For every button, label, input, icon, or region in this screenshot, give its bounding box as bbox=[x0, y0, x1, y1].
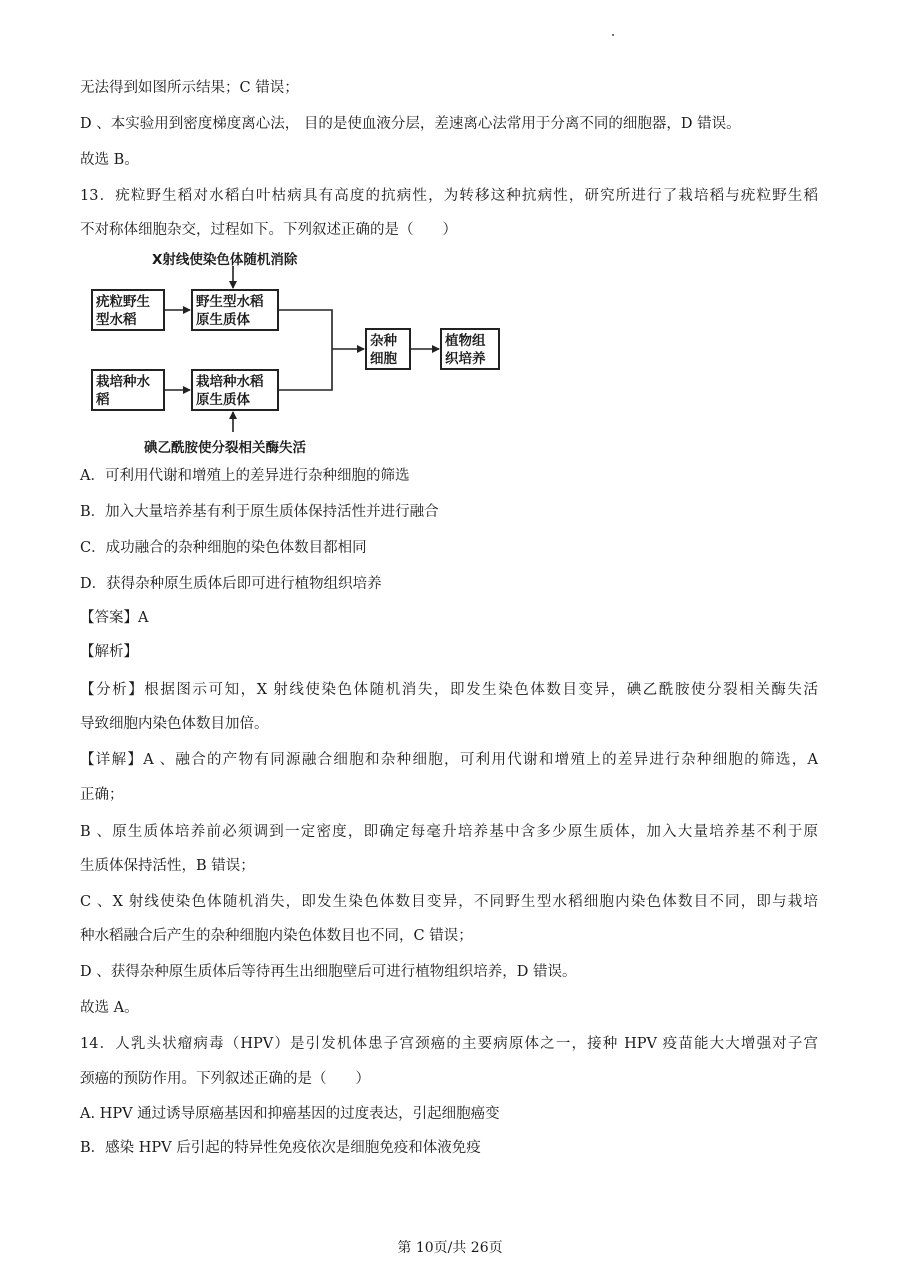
detail-line: C 、X 射线使染色体随机消失，即发生染色体数目变异，不同野生型水稻细胞内染色体数目不同，即与栽培 bbox=[80, 894, 818, 910]
text-line: 故选 B。 bbox=[80, 152, 139, 168]
detail-line: B 、原生质体培养前必须调到一定密度，即确定每毫升培养基中含多少原生质体，加入大量培养基不利于原 bbox=[80, 824, 818, 840]
diagram-top-label: X射线使染色体随机消除 bbox=[152, 252, 298, 268]
option-c: C．成功融合的杂种细胞的染色体数目都相同 bbox=[80, 540, 367, 556]
q14-option-a: A. HPV 通过诱导原癌基因和抑癌基因的过度表达，引起细胞癌变 bbox=[80, 1106, 500, 1122]
page-footer: 第 10页/共 26页 bbox=[397, 1240, 503, 1256]
box-wild-rice: 疣粒野生型水稻 bbox=[91, 289, 165, 331]
answer: 【答案】A bbox=[80, 610, 149, 626]
analysis-line: 【分析】根据图示可知，X 射线使染色体随机消失，即发生染色体数目变异，碘乙酰胺使分裂相关酶失活 bbox=[80, 682, 818, 698]
box-hybrid-cell: 杂种细胞 bbox=[365, 328, 411, 370]
text-line: 无法得到如图所示结果；C 错误； bbox=[80, 80, 299, 96]
detail-line: 种水稻融合后产生的杂种细胞内染色体数目也不同，C 错误； bbox=[80, 928, 473, 944]
analysis-heading: 【解析】 bbox=[80, 644, 138, 660]
option-a: A．可利用代谢和增殖上的差异进行杂种细胞的筛选 bbox=[80, 468, 410, 484]
option-d: D．获得杂种原生质体后即可进行植物组织培养 bbox=[80, 576, 382, 592]
box-cultivated-rice: 栽培种水稻 bbox=[91, 369, 165, 411]
question-13-line: 不对称体细胞杂交，过程如下。下列叙述正确的是（ ） bbox=[80, 222, 457, 238]
question-14-line: 颈癌的预防作用。下列叙述正确的是（ ） bbox=[80, 1071, 370, 1087]
box-wild-protoplast: 野生型水稻原生质体 bbox=[191, 289, 279, 331]
conclusion: 故选 A。 bbox=[80, 1000, 139, 1016]
detail-line: 正确； bbox=[80, 787, 124, 803]
diagram-arrows bbox=[0, 0, 900, 500]
detail-line: D 、获得杂种原生质体后等待再生出细胞壁后可进行植物组织培养，D 错误。 bbox=[80, 964, 577, 980]
q14-option-b: B．感染 HPV 后引起的特异性免疫依次是细胞免疫和体液免疫 bbox=[80, 1140, 481, 1156]
analysis-line: 导致细胞内染色体数目加倍。 bbox=[80, 716, 269, 732]
diagram-bottom-label: 碘乙酰胺使分裂相关酶失活 bbox=[144, 440, 306, 456]
box-tissue-culture: 植物组织培养 bbox=[440, 328, 500, 370]
question-13-line: 13．疣粒野生稻对水稻白叶枯病具有高度的抗病性，为转移这种抗病性，研究所进行了栽培稻与疣粒野生稻 bbox=[80, 188, 818, 204]
text-line: D 、本实验用到密度梯度离心法， 目的是使血液分层，差速离心法常用于分离不同的细胞器，D 错误。 bbox=[80, 116, 741, 132]
detail-line: 【详解】A 、融合的产物有同源融合细胞和杂种细胞，可利用代谢和增殖上的差异进行杂种细胞的筛选，A bbox=[80, 752, 818, 768]
box-cultivated-protoplast: 栽培种水稻原生质体 bbox=[191, 369, 279, 411]
option-b: B．加入大量培养基有利于原生质体保持活性并进行融合 bbox=[80, 504, 439, 520]
detail-line: 生质体保持活性，B 错误； bbox=[80, 858, 255, 874]
question-14-line: 14．人乳头状瘤病毒（HPV）是引发机体患子宫颈癌的主要病原体之一，接种 HPV 疫苗能大大增强对子宫 bbox=[80, 1036, 818, 1052]
